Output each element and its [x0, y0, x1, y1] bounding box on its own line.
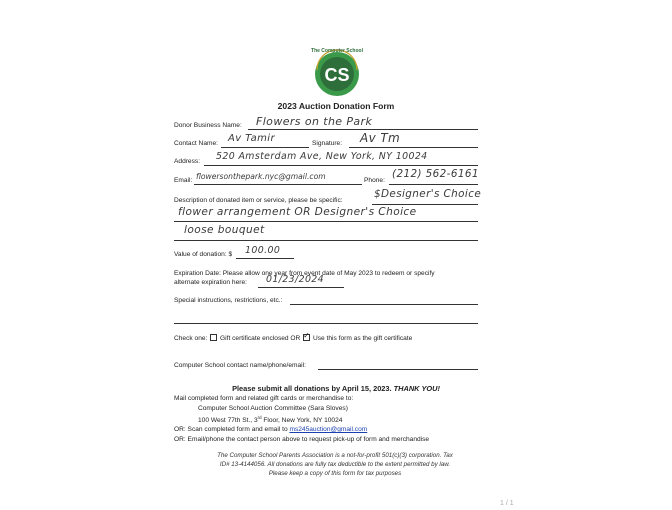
description-line-2 — [174, 221, 478, 222]
pickup-instructions: OR: Email/phone the contact person above to request pick-up of form and merchandise — [174, 436, 430, 443]
mail-intro: Mail completed form and related gift cards or merchandise to: — [174, 395, 354, 402]
value-value: 100.00 — [245, 245, 281, 256]
auction-email-link[interactable]: ms245auction@gmail.com — [289, 426, 368, 433]
scan-instructions: OR: Scan completed form and email to ms245auction@gmail.com — [174, 426, 368, 433]
contact-name-value: Av Tamir — [228, 133, 275, 144]
use-form-as-certificate-label: Use this form as the gift certificate — [313, 335, 413, 342]
description-value-3: loose bouquet — [184, 224, 265, 236]
use-form-as-certificate-checkbox[interactable] — [303, 331, 310, 341]
submit-thanks: THANK YOU! — [393, 384, 440, 393]
page-indicator: 1 / 1 — [500, 500, 514, 507]
school-logo — [309, 44, 365, 100]
description-line-1 — [372, 204, 478, 205]
contact-name-label: Contact Name: — [174, 140, 218, 147]
phone-line — [389, 184, 478, 185]
email-value: flowersonthepark.nyc@gmail.com — [196, 172, 326, 181]
special-instructions-line-1 — [290, 304, 478, 305]
value-label: Value of donation: $ — [174, 251, 233, 258]
special-instructions-label: Special instructions, restrictions, etc.: — [174, 297, 283, 304]
signature-line — [349, 147, 478, 148]
school-contact-line — [318, 369, 478, 370]
submit-heading-row — [0, 384, 672, 393]
school-address: 100 West 77th St., 3rd Floor, New York, NY 10024 — [198, 415, 343, 425]
description-value-1: $Designer's Choice — [374, 188, 482, 200]
logo-letters: CS — [324, 65, 350, 85]
check-one-row — [174, 331, 413, 342]
donor-business-label: Donor Business Name: — [174, 122, 242, 129]
donor-business-line — [248, 129, 478, 130]
expiration-value: 01/23/2024 — [266, 274, 325, 285]
check-one-label: Check one: — [174, 335, 208, 342]
committee-name: Computer School Auction Committee (Sara Sloves) — [198, 405, 348, 412]
description-value-2: flower arrangement OR Designer's Choice — [178, 206, 417, 218]
special-instructions-line-2 — [174, 323, 478, 324]
address-label: Address: — [174, 158, 201, 165]
donor-business-value: Flowers on the Park — [256, 115, 373, 128]
form-title: 2023 Auction Donation Form — [277, 101, 395, 111]
tax-footer: The Computer School Parents Association is a not-for-profit 501(c)(3) corporation. Tax ID# 13-4144056. All donations are fully tax deductible to the extent permitted by law. Please keep a copy of this form for tax purposes — [217, 452, 453, 478]
value-line — [236, 258, 294, 259]
contact-name-line — [221, 147, 309, 148]
phone-value: (212) 562-6161 — [392, 168, 479, 180]
expiration-line — [258, 287, 344, 288]
check-mark-icon: ✓ — [303, 331, 310, 340]
email-line — [194, 184, 362, 185]
signature-value: Av Tm — [360, 131, 401, 145]
submit-heading: Please submit all donations by April 15, 2023. — [232, 384, 392, 393]
email-label: Email: — [174, 177, 193, 184]
expiration-label-2: alternate expiration here: — [174, 279, 247, 286]
description-line-3 — [174, 240, 478, 241]
address-line — [204, 165, 478, 166]
description-label: Description of donated item or service, please be specific: — [174, 197, 343, 204]
expiration-label-1: Expiration Date: Please allow one year from event date of May 2023 to redeem or specify — [174, 270, 435, 277]
school-contact-label: Computer School contact name/phone/email: — [174, 362, 306, 369]
phone-label: Phone: — [364, 177, 385, 184]
logo-arc-text: The Computer School — [311, 48, 363, 54]
gift-certificate-enclosed-checkbox[interactable] — [210, 334, 217, 341]
address-value: 520 Amsterdam Ave, New York, NY 10024 — [216, 151, 428, 162]
signature-label: Signature: — [312, 140, 343, 147]
gift-certificate-enclosed-label: Gift certificate enclosed OR — [220, 335, 301, 342]
